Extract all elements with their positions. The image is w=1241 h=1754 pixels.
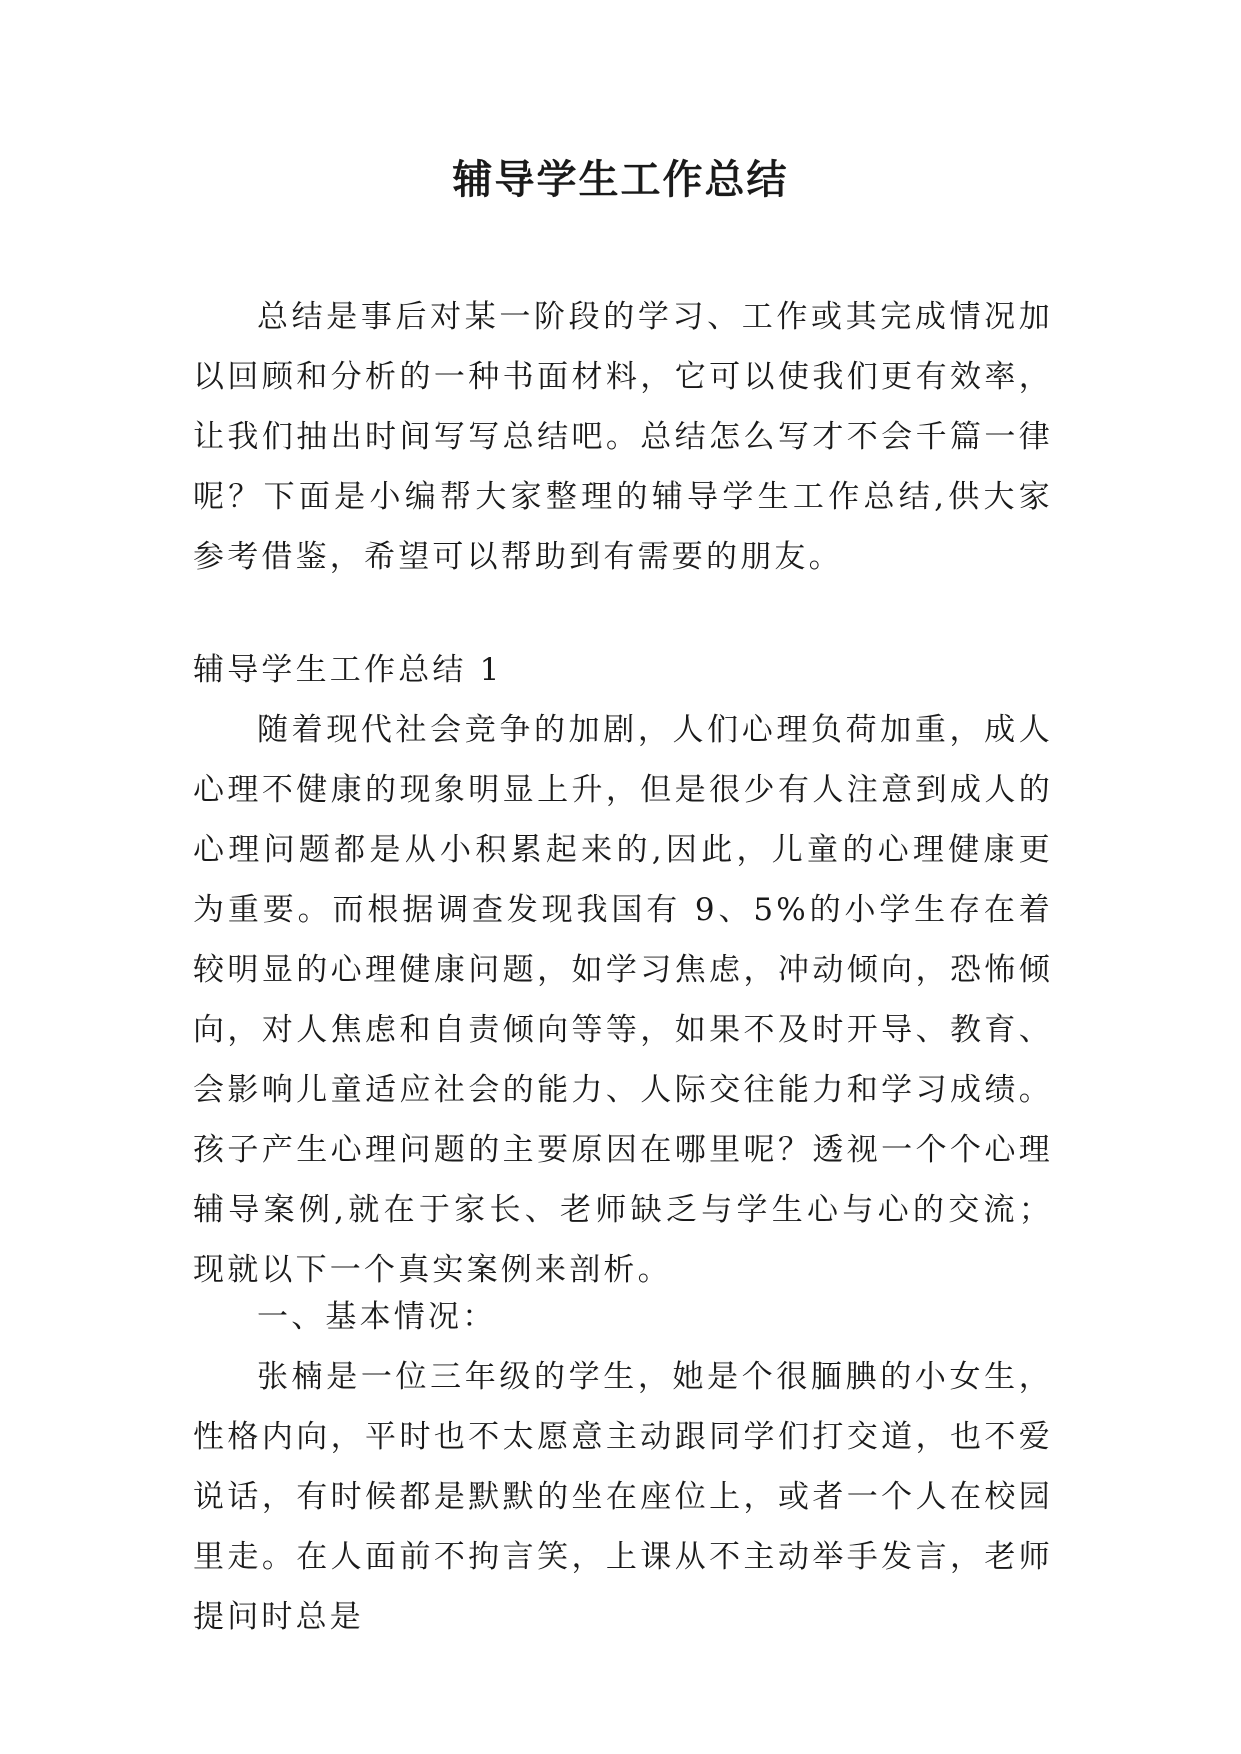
intro-paragraph: 总结是事后对某一阶段的学习、工作或其完成情况加以回顾和分析的一种书面材料，它可以使我们更有效率，让我们抽出时间写写总结吧。总结怎么写才不会千篇一律呢？下面是小编帮大家整理的辅导学生工作总结,供大家参考借鉴，希望可以帮助到有需要的朋友。 — [193, 299, 1053, 575]
subheading-basic-situation: 一、基本情况： — [257, 1299, 497, 1335]
body-paragraph-2: 张楠是一位三年级的学生，她是个很腼腆的小女生，性格内向，平时也不太愿意主动跟同学们打交道，也不爱说话，有时候都是默默的坐在座位上，或者一个人在校园里走。在人面前不拘言笑，上课从不主动举手发言，老师提问时总是 — [193, 1359, 1053, 1635]
body-paragraph-1: 随着现代社会竞争的加剧，人们心理负荷加重，成人心理不健康的现象明显上升，但是很少有人注意到成人的心理问题都是从小积累起来的,因此，儿童的心理健康更为重要。而根据调查发现我国有 9、5%的小学生存在着较明显的心理健康问题，如学习焦虑，冲动倾向，恐怖倾向，对人焦虑和自责倾向等等，如果不及时开导、教育、会影响儿童适应社会的能力、人际交往能力和学习成绩。孩子产生心理问题的主要原因在哪里呢？透视一个个心理辅导案例,就在于家长、老师缺乏与学生心与心的交流；现就以下一个真实案例来剖析。 — [193, 712, 1053, 1288]
section-heading: 辅导学生工作总结 1 — [193, 652, 503, 688]
document-title: 辅导学生工作总结 — [452, 157, 789, 203]
